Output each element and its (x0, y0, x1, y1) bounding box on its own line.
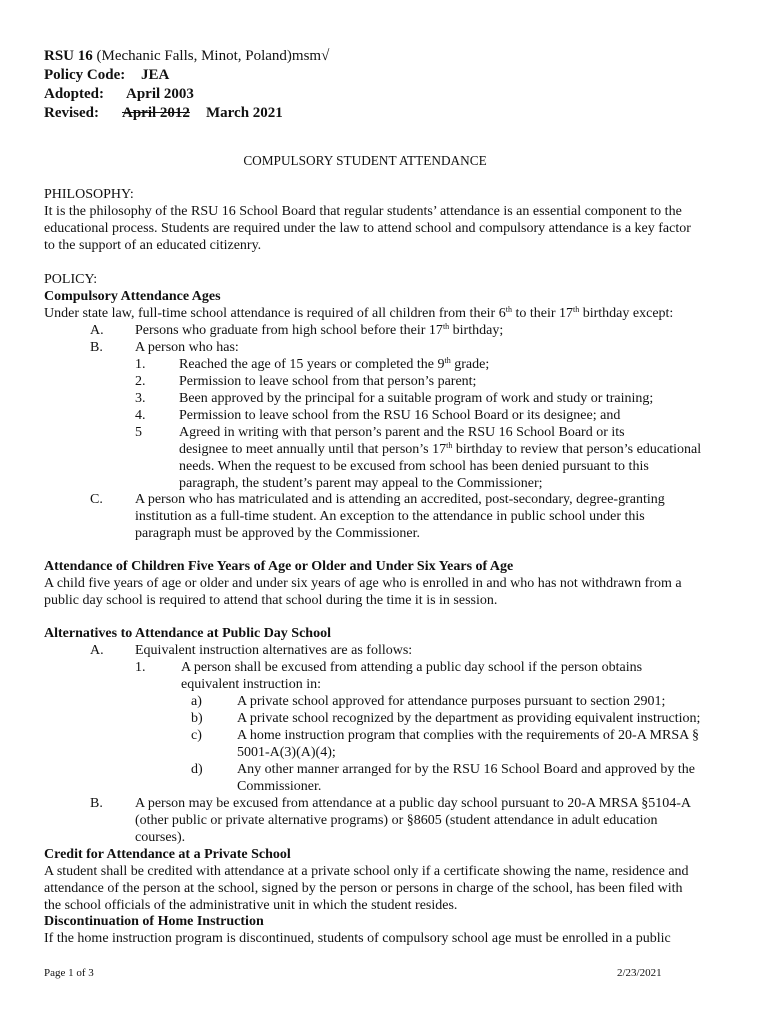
alt-ra-text: A private school approved for attendance purposes pursuant to section 2901; (237, 694, 666, 709)
alt-rd-line: Commissioner. (237, 779, 322, 794)
five-six-line: public day school is required to attend that school during the time it is in session. (44, 593, 498, 608)
revised-new-date: March 2021 (206, 105, 283, 121)
sub1-text (179, 356, 489, 373)
footer-page-number: Page 1 of 3 (44, 967, 94, 979)
sub5-part: birthday to review that person’s educational (452, 442, 702, 457)
sub3-label: 3. (135, 391, 146, 406)
item-b-label: B. (90, 340, 103, 355)
alt-rd-line: Any other manner arranged for by the RSU 16 School Board and approved by the (237, 762, 695, 777)
ages-intro-part: birthday except: (579, 306, 674, 321)
revised-label: Revised: (44, 105, 99, 121)
alt-b-line: courses). (135, 830, 186, 845)
sub1-label: 1. (135, 357, 146, 372)
item-a-label: A. (90, 323, 104, 338)
philosophy-line: to the support of an educated citizenry. (44, 238, 262, 253)
footer-date: 2/23/2021 (617, 967, 662, 979)
header-org-name: RSU 16 (44, 48, 93, 64)
philosophy-line: It is the philosophy of the RSU 16 School Board that regular students’ attendance is an essential component to the (44, 204, 682, 219)
sub2-text: Permission to leave school from that person’s parent; (179, 374, 477, 389)
policy-heading: POLICY: (44, 272, 98, 287)
philosophy-line: educational process. Students are required under the law to attend school and compulsory attendance is a key factor (44, 221, 691, 236)
alt-1-line: equivalent instruction in: (181, 677, 321, 692)
ages-heading: Compulsory Attendance Ages (44, 289, 221, 304)
alt-rb-label: b) (191, 711, 203, 726)
adopted-value: April 2003 (126, 86, 194, 102)
ordinal-suffix: th (505, 305, 512, 314)
header-org-towns: (Mechanic Falls, Minot, Poland)msm√ (92, 48, 330, 64)
alt-b-line: A person may be excused from attendance at a public day school pursuant to 20-A MRSA §5104-A (135, 796, 691, 811)
sub5-line: needs. When the request to be excused from school has been denied pursuant to this (179, 459, 649, 474)
sub1-part: grade; (450, 357, 490, 372)
private-credit-heading: Credit for Attendance at a Private School (44, 847, 291, 862)
policy-code-label: Policy Code: (44, 67, 126, 83)
item-c-line: paragraph must be approved by the Commissioner. (135, 526, 420, 541)
alt-rc-line: A home instruction program that complies with the requirements of 20-A MRSA § (237, 728, 699, 743)
sub5-label: 5 (135, 425, 142, 440)
five-six-line: A child five years of age or older and under six years of age who is enrolled in and who has not withdrawn from a (44, 576, 682, 591)
home-instruction-heading: Discontinuation of Home Instruction (44, 914, 264, 929)
philosophy-heading: PHILOSOPHY: (44, 187, 134, 202)
ordinal-suffix: th (444, 356, 451, 365)
sub5-line: paragraph, the student’s parent may appeal to the Commissioner; (179, 476, 543, 491)
item-c-label: C. (90, 492, 103, 507)
ages-intro-part: to their 17 (511, 306, 573, 321)
private-credit-line: the school officials of the administrative unit in which the student resides. (44, 898, 458, 913)
item-a-part: Persons who graduate from high school before their 17 (135, 323, 443, 338)
sub2-label: 2. (135, 374, 146, 389)
five-six-heading: Attendance of Children Five Years of Age or Older and Under Six Years of Age (44, 559, 514, 574)
sub4-label: 4. (135, 408, 146, 423)
revised-old-date: April 2012 (122, 105, 190, 121)
ordinal-suffix: th (442, 322, 450, 331)
adopted-label: Adopted: (44, 86, 105, 102)
alt-1-line: A person shall be excused from attending a public day school if the person obtains (181, 660, 643, 675)
item-c-line: A person who has matriculated and is attending an accredited, post-secondary, degree-granting (135, 492, 665, 507)
sub1-part: Reached the age of 15 years or completed the 9 (179, 357, 445, 372)
item-b-text: A person who has: (135, 340, 239, 355)
sub5-line: Agreed in writing with that person’s parent and the RSU 16 School Board or its (179, 425, 625, 440)
sub4-text: Permission to leave school from the RSU 16 School Board or its designee; and (179, 408, 621, 423)
sub5-part: designee to meet annually until that person’s 17 (179, 442, 447, 457)
alt-rb-text: A private school recognized by the department as providing equivalent instruction; (237, 711, 701, 726)
ages-intro (44, 305, 673, 322)
sub3-text: Been approved by the principal for a suitable program of work and study or training; (179, 391, 654, 406)
alt-a-label: A. (90, 643, 104, 658)
document-title: COMPULSORY STUDENT ATTENDANCE (243, 154, 487, 169)
item-a-text (135, 322, 503, 339)
alt-rc-label: c) (191, 728, 202, 743)
private-credit-line: attendance of the person at the school, signed by the person or persons in charge of the school, has been filed with (44, 881, 683, 896)
alternatives-heading: Alternatives to Attendance at Public Day School (44, 626, 331, 641)
alt-1-label: 1. (135, 660, 146, 675)
alt-rc-line: 5001-A(3)(A)(4); (237, 745, 336, 760)
private-credit-line: A student shall be credited with attendance at a private school only if a certificate showing the name, residence and (44, 864, 689, 879)
ordinal-suffix: th (573, 305, 580, 314)
alt-ra-label: a) (191, 694, 202, 709)
home-instruction-line: If the home instruction program is discontinued, students of compulsory school age must be enrolled in a public (44, 931, 671, 946)
header-org-line (44, 48, 329, 65)
item-c-line: institution as a full-time student. An exception to the attendance in public school under this (135, 509, 645, 524)
policy-code-value: JEA (141, 67, 170, 83)
ages-intro-part: Under state law, full-time school attendance is required of all children from their 6 (44, 306, 506, 321)
ordinal-suffix: th (446, 441, 453, 450)
sub5-line (179, 441, 701, 458)
alt-a-text: Equivalent instruction alternatives are as follows: (135, 643, 413, 658)
alt-rd-label: d) (191, 762, 203, 777)
alt-b-label: B. (90, 796, 103, 811)
alt-b-line: (other public or private alternative programs) or §8605 (student attendance in adult education (135, 813, 658, 828)
item-a-part: birthday; (449, 323, 504, 338)
